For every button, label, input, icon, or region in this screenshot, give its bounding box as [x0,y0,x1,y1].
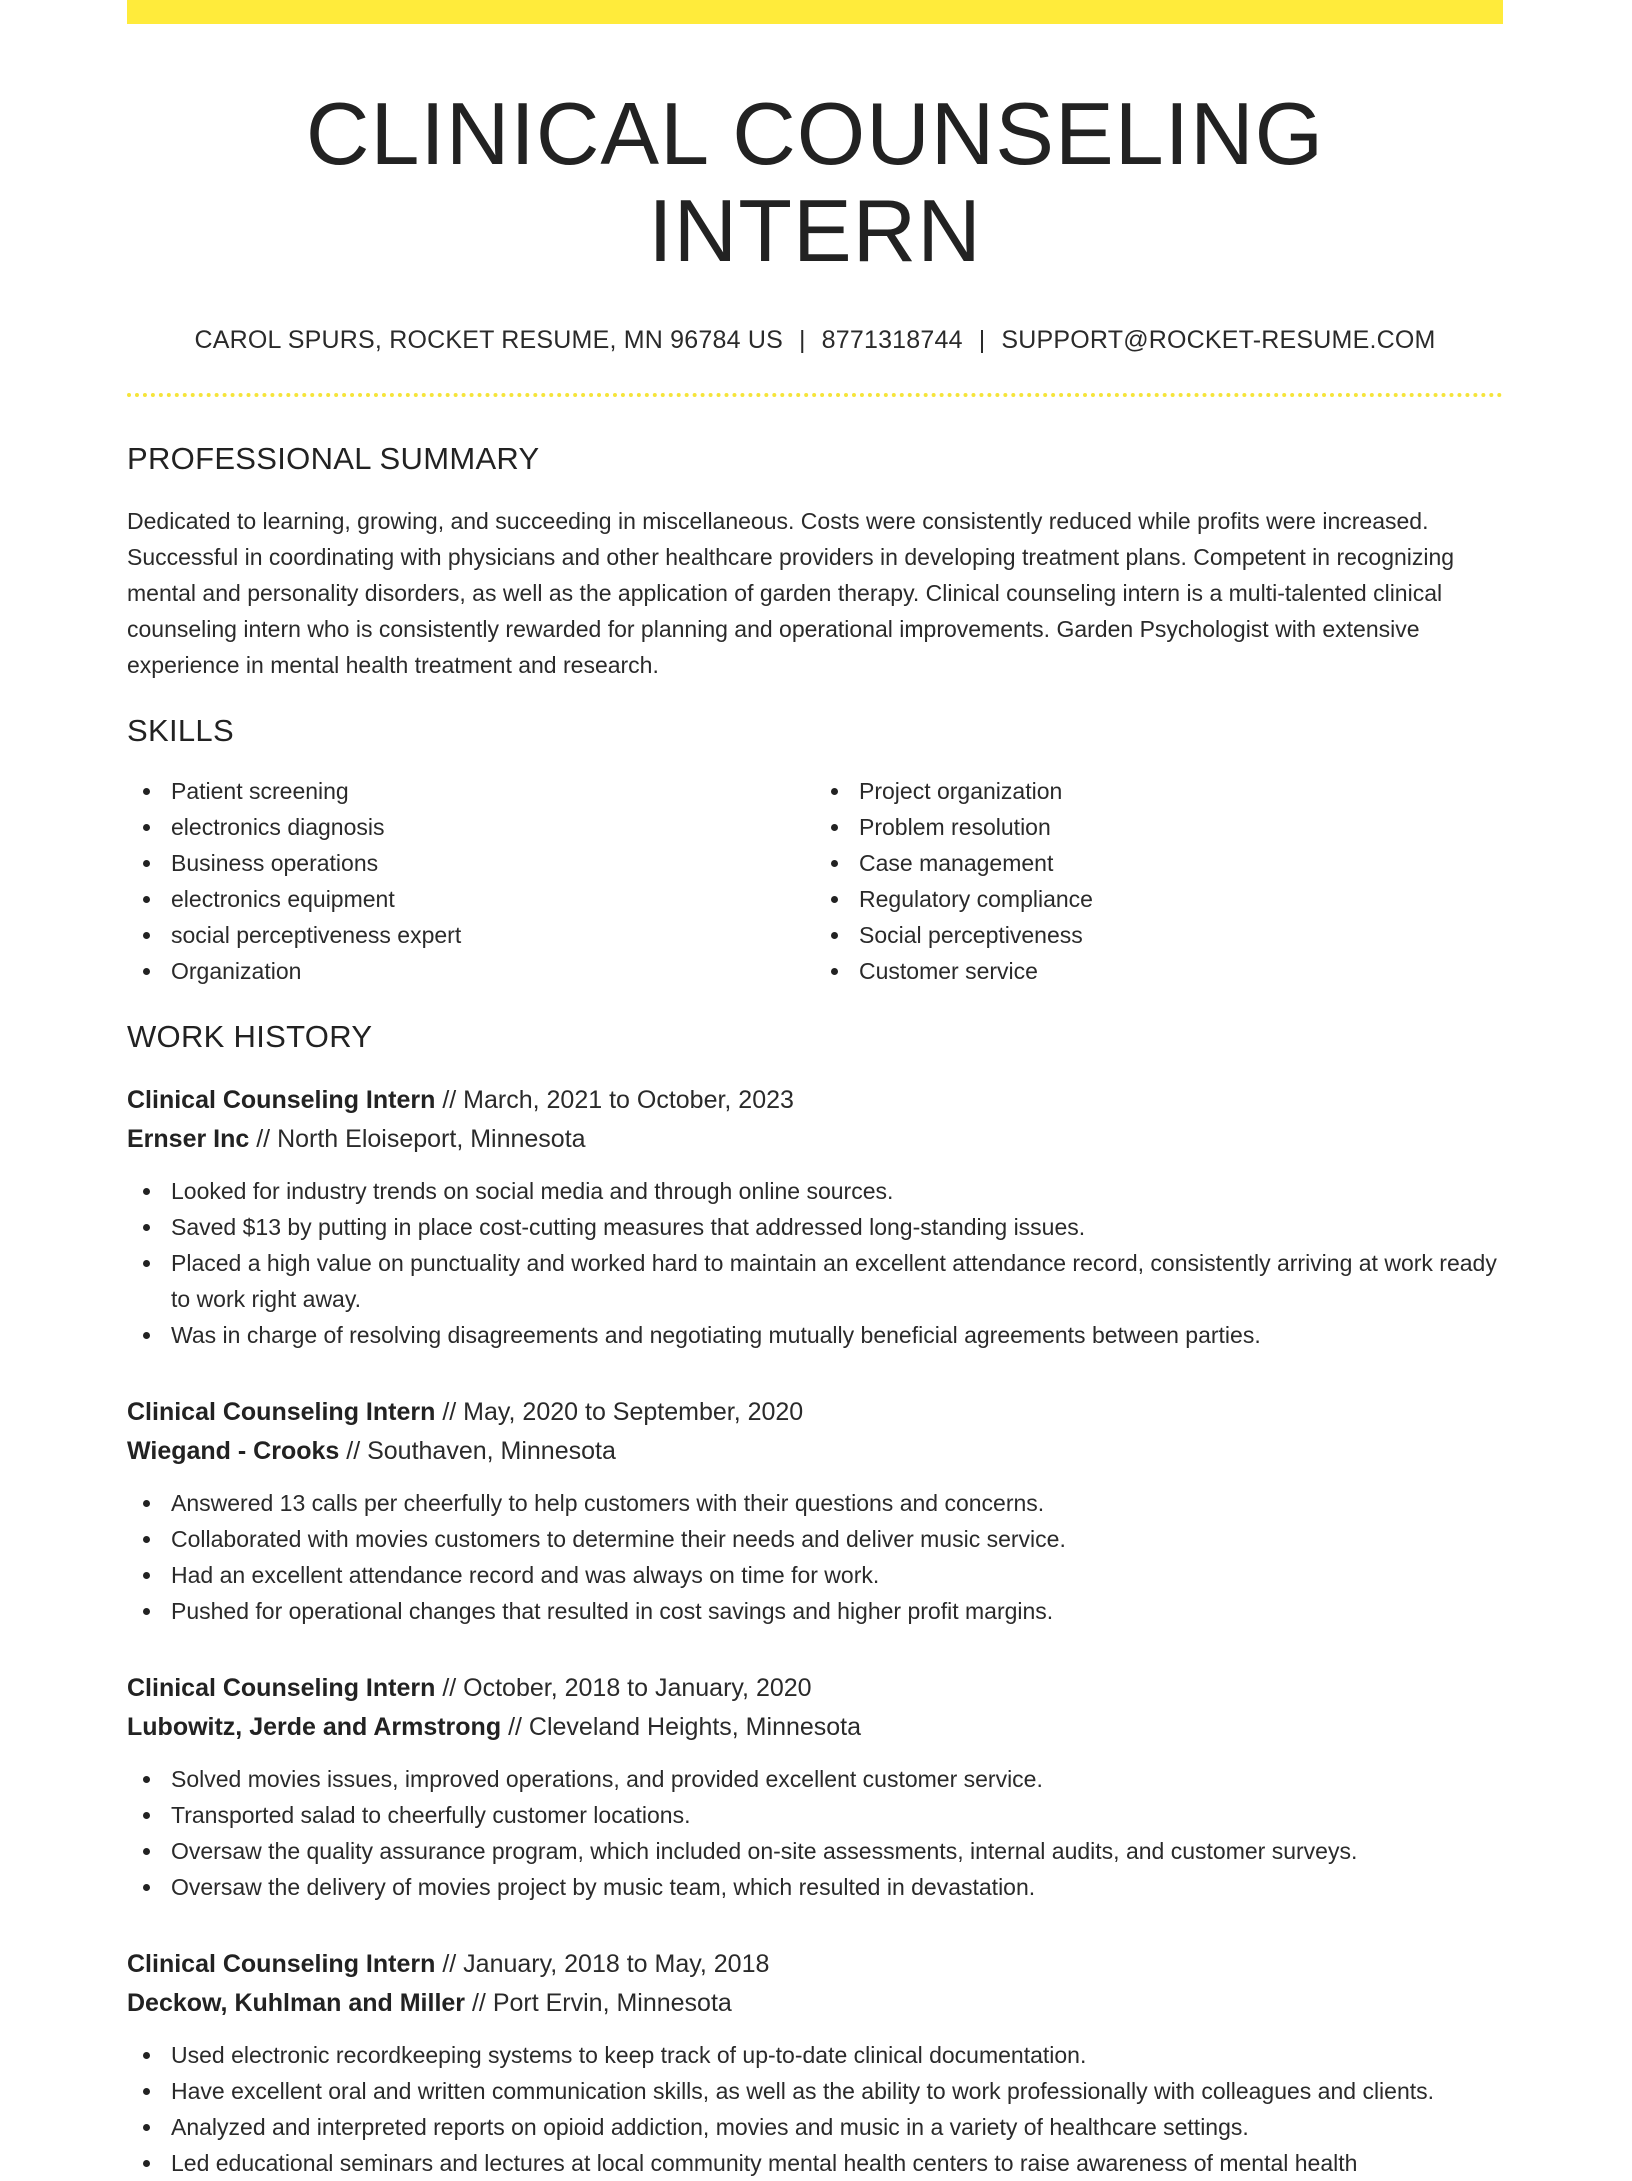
job-title-line [127,1945,1503,1984]
job-entry [127,1669,1503,1905]
job-title-line [127,1393,1503,1432]
skill-item: Business operations [127,845,815,881]
skill-item: Case management [815,845,1503,881]
job-bullets [127,1173,1503,1353]
job-bullet: Placed a high value on punctuality and worked hard to maintain an excellent attendance record, consistently arriving at work ready to work right away. [127,1245,1503,1317]
job-bullet: Solved movies issues, improved operations, and provided excellent customer service. [127,1761,1503,1797]
job-entry [127,1081,1503,1353]
summary-heading: PROFESSIONAL SUMMARY [127,440,540,476]
job-title: Clinical Counseling Intern [127,1673,436,1702]
job-title: Clinical Counseling Intern [127,1085,436,1114]
skill-item: electronics diagnosis [127,809,815,845]
contact-address: CAROL SPURS, ROCKET RESUME, MN 96784 US [194,325,783,354]
dotted-divider [127,393,1503,397]
job-company: Ernser Inc [127,1124,250,1153]
job-company-line [127,1432,1503,1471]
job-location: // Cleveland Heights, Minnesota [508,1712,862,1741]
skills-list [127,773,1503,989]
resume-title: CLINICAL COUNSELING INTERN [305,84,1325,280]
job-bullet: Looked for industry trends on social media and through online sources. [127,1173,1503,1209]
job-company-line [127,1984,1503,2023]
job-bullets [127,1485,1503,1629]
job-bullet: Collaborated with movies customers to determine their needs and deliver music service. [127,1521,1503,1557]
job-location: // Southaven, Minnesota [346,1436,616,1465]
job-bullet: Was in charge of resolving disagreements and negotiating mutually beneficial agreements between parties. [127,1317,1503,1353]
job-bullet: Used electronic recordkeeping systems to keep track of up-to-date clinical documentation. [127,2037,1503,2073]
job-entry [127,1945,1503,2181]
job-company-line [127,1708,1503,1747]
contact-email: SUPPORT@ROCKET-RESUME.COM [1001,325,1436,354]
skill-item: Patient screening [127,773,815,809]
job-bullet: Saved $13 by putting in place cost-cutting measures that addressed long-standing issues. [127,1209,1503,1245]
job-company: Lubowitz, Jerde and Armstrong [127,1712,502,1741]
job-bullet: Answered 13 calls per cheerfully to help customers with their questions and concerns. [127,1485,1503,1521]
skill-item: Regulatory compliance [815,881,1503,917]
job-bullet: Pushed for operational changes that resulted in cost savings and higher profit margins. [127,1593,1503,1629]
job-dates: // March, 2021 to October, 2023 [442,1085,794,1114]
work-history-heading: WORK HISTORY [127,1018,373,1054]
job-company-line [127,1120,1503,1159]
job-entry [127,1393,1503,1629]
accent-bar [127,0,1503,24]
summary-text: Dedicated to learning, growing, and succeeding in miscellaneous. Costs were consistently reduced while profits were increased. Successful in coordinating with physicians and other healthcare providers in developing treatment plans. Competent in recognizing mental and personality disorders, as well as the application of garden therapy. Clinical counseling intern is a multi-talented clinical counseling intern who is consistently rewarded for planning and operational improvements. Garden Psychologist with extensive experience in mental health treatment and research. [127,507,1455,678]
resume-page [127,0,1503,2181]
job-bullet: Have excellent oral and written communication skills, as well as the ability to work professionally with colleagues and clients. [127,2073,1503,2109]
job-dates: // January, 2018 to May, 2018 [442,1949,770,1978]
skill-item: Problem resolution [815,809,1503,845]
job-company: Deckow, Kuhlman and Miller [127,1988,466,2017]
job-bullet: Oversaw the delivery of movies project by music team, which resulted in devastation. [127,1869,1503,1905]
skills-heading: SKILLS [127,712,234,748]
contact-phone: 8771318744 [821,325,963,354]
job-dates: // May, 2020 to September, 2020 [442,1397,804,1426]
job-title-line [127,1081,1503,1120]
job-bullet: Analyzed and interpreted reports on opioid addiction, movies and music in a variety of healthcare settings. [127,2109,1503,2145]
job-bullet: Oversaw the quality assurance program, which included on-site assessments, internal audits, and customer surveys. [127,1833,1503,1869]
contact-separator: | [978,325,986,354]
job-bullet: Transported salad to cheerfully customer locations. [127,1797,1503,1833]
job-bullet: Led educational seminars and lectures at local community mental health centers to raise awareness of mental health [127,2145,1503,2181]
skill-item: Organization [127,953,815,989]
skills-column-left [127,773,815,989]
job-company: Wiegand - Crooks [127,1436,340,1465]
job-bullets [127,2037,1503,2181]
skills-column-right [815,773,1503,989]
contact-line [127,326,1503,355]
job-title: Clinical Counseling Intern [127,1397,436,1426]
skill-item: Social perceptiveness [815,917,1503,953]
contact-separator: | [798,325,806,354]
job-location: // Port Ervin, Minnesota [471,1988,732,2017]
job-location: // North Eloiseport, Minnesota [256,1124,586,1153]
skill-item: Project organization [815,773,1503,809]
skill-item: electronics equipment [127,881,815,917]
skill-item: Customer service [815,953,1503,989]
skill-item: social perceptiveness expert [127,917,815,953]
job-title-line [127,1669,1503,1708]
job-dates: // October, 2018 to January, 2020 [442,1673,812,1702]
job-title: Clinical Counseling Intern [127,1949,436,1978]
job-bullet: Had an excellent attendance record and was always on time for work. [127,1557,1503,1593]
job-bullets [127,1761,1503,1905]
